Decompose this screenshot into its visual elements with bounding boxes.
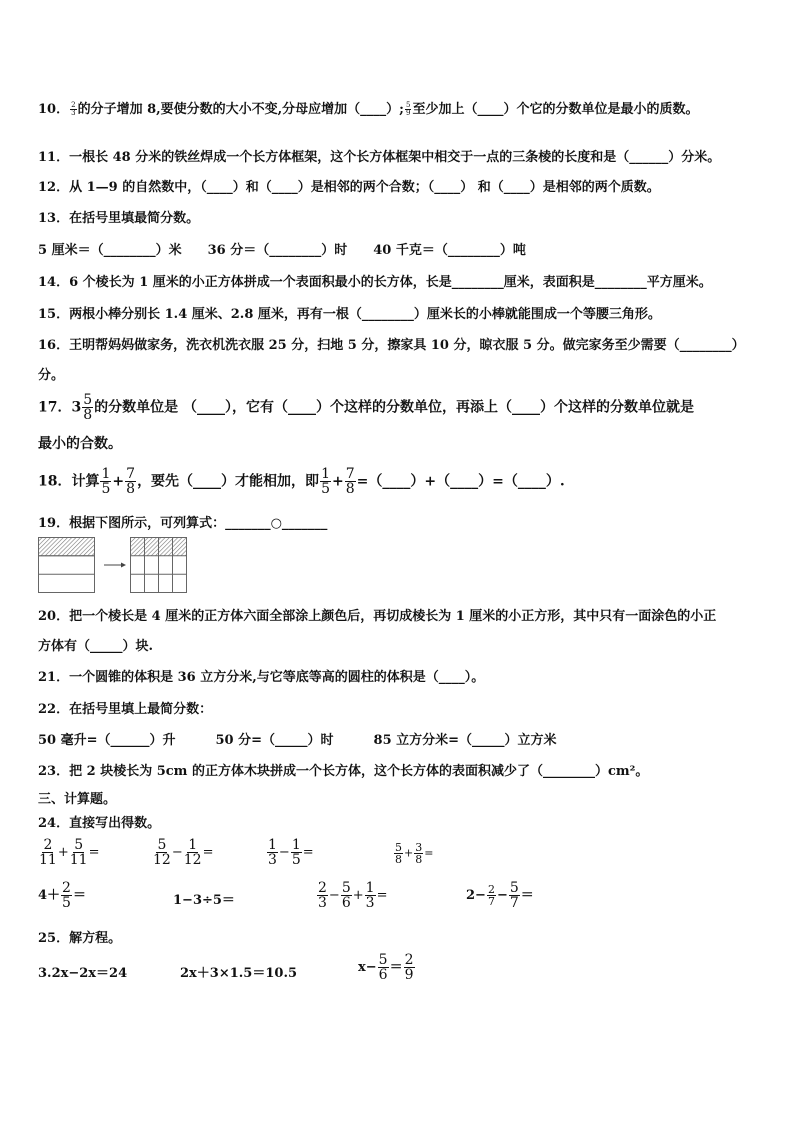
fraction: $\frac{1}{5}$ [101,466,111,497]
question-17-line1: 17．3 $\frac{5}{8}$ 的分数单位是 （____），它有（____）个这样的分数单位，再添上（____）个这样的分数单位就是 [38,392,695,423]
question-15: 15．两根小棒分别长 1.4 厘米、2.8 厘米，再有一根（________）厘米长的小棒就能围成一个等腰三角形。 [38,307,661,322]
right-grid [131,538,187,593]
question-23: 23．把 2 块棱长为 5cm 的正方体木块拼成一个长方体，这个长方体的表面积减少了（________）cm²。 [38,764,649,779]
equation-1: 3.2x−2x＝24 [38,966,128,981]
question-20-line2: 方体有（_____）块. [38,639,154,654]
fraction: $\frac{2}{3}$ [71,101,76,117]
fraction: $\frac{5}{8}$ [83,392,93,423]
section-3-heading: 三、计算题。 [38,792,117,807]
question-13-title: 13．在括号里填最简分数。 [38,211,200,226]
question-20-line1: 20．把一个棱长是 4 厘米的正方体六面全部涂上颜色后，再切成棱长为 1 厘米的小正方形，其中只有一面涂色的小正 [38,609,717,624]
question-17-line2: 最小的合数。 [38,436,122,452]
expr-2: $\frac{5}{12}$ − $\frac{1}{12}$ = [153,837,214,868]
left-rectangle [39,538,95,593]
question-12: 12．从 1—9 的自然数中，（____）和（____）是相邻的两个合数；（____） 和（____）是相邻的两个质数。 [38,180,660,195]
question-18: 18．计算 $\frac{1}{5}$ + $\frac{7}{8}$ ，要先（____）才能相加，即 $\frac{1}{5}$ + $\frac{7}{8}$ =（____）+（____）=（____）. [38,466,565,497]
fraction: $\frac{5}{9}$ [406,101,411,117]
question-24-title: 24．直接写出得数。 [38,816,161,831]
fraction: $\frac{7}{8}$ [345,466,355,497]
expr-6: 1−3÷5＝ [173,893,235,908]
question-22-items: 50 毫升=（______）升 50 分=（_____）时 85 立方分米=（_____）立方米 [38,733,557,748]
equation-3: x− $\frac{5}{6}$ ＝ $\frac{2}{9}$ [358,952,414,983]
question-11: 11．一根长 48 分米的铁丝焊成一个长方体框架，这个长方体框架中相交于一点的三条棱的长度和是（______）分米。 [38,150,721,165]
expr-1: $\frac{2}{11}$ + $\frac{5}{11}$ = [39,837,100,868]
question-19: 19．根据下图所示，可列算式：_______○_______ [38,516,328,531]
fraction: $\frac{7}{8}$ [126,466,136,497]
fraction: $\frac{1}{5}$ [321,466,330,497]
question-21: 21．一个圆锥的体积是 36 立方分米,与它等底等高的圆柱的体积是（____）。 [38,670,485,685]
expr-3: $\frac{1}{3}$ − $\frac{1}{5}$ = [268,837,314,868]
arrow-icon [104,563,126,568]
equation-2: 2x＋3×1.5＝10.5 [180,966,298,981]
question-14: 14．6 个棱长为 1 厘米的小正方体拼成一个表面积最小的长方体，长是________厘米，表面积是________平方厘米。 [38,275,712,290]
question-10: 10． $\frac{2}{3}$ 的分子增加 8,要使分数的大小不变,分母应增加（____）; $\frac{5}{9}$ 至少加上（____）个它的分数单位是最小的质数。 [38,101,699,117]
question-16-line1: 16．王明帮妈妈做家务，洗衣机洗衣服 25 分，扫地 5 分，擦家具 10 分，晾衣服 5 分。做完家务至少需要（________） [38,338,745,353]
expr-8: 2− $\frac{2}{7}$ − $\frac{5}{7}$ ＝ [466,880,534,911]
question-22-title: 22．在括号里填上最简分数： [38,702,213,717]
expr-5: 4＋ $\frac{2}{5}$ ＝ [38,880,86,911]
fraction-diagram [38,537,188,593]
question-13-items: 5 厘米＝（________）米 36 分＝（________）时 40 千克＝（________）吨 [38,243,526,258]
question-16-line2: 分。 [38,368,65,383]
expr-7: $\frac{2}{3}$ − $\frac{5}{6}$ + $\frac{1}{3}$ = [318,880,388,911]
expr-4: $\frac{5}{8}$ + $\frac{3}{8}$ = [395,841,434,866]
question-25-title: 25．解方程。 [38,931,122,946]
